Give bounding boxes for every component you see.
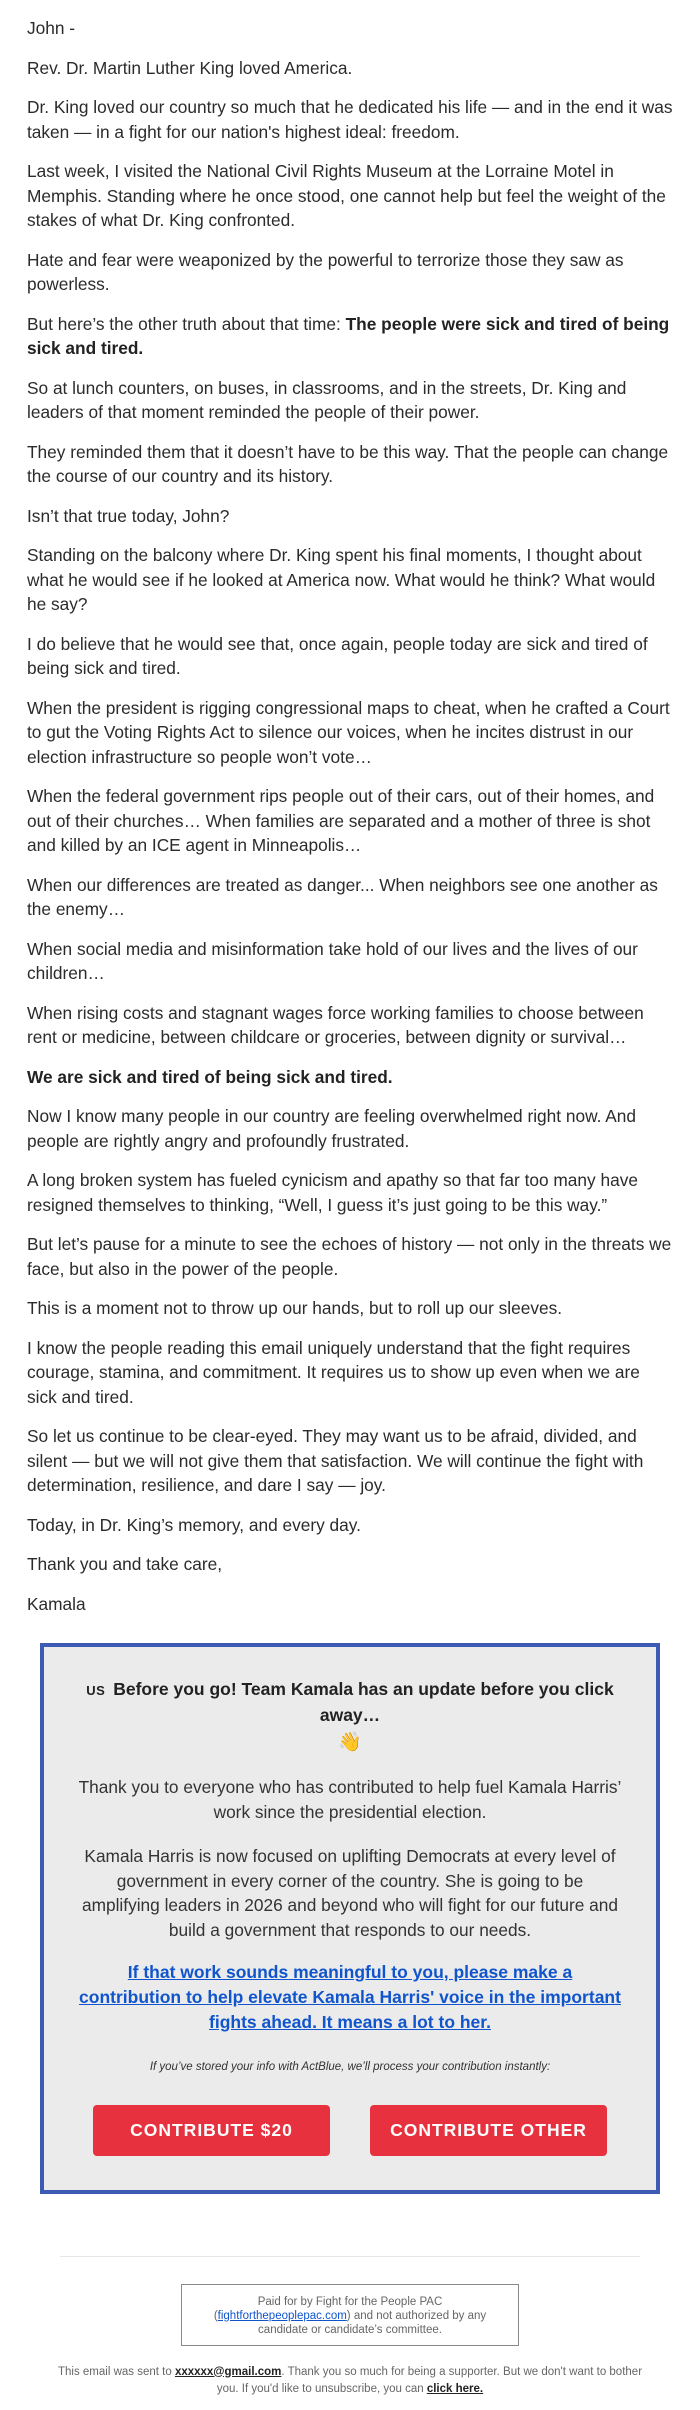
footer-note	[50, 2364, 650, 2410]
paid-for-by-disclaimer	[181, 2284, 519, 2346]
paragraph: Last week, I visited the National Civil Rights Museum at the Lorraine Motel in Memphis. Standing where he once stood, one cannot help but feel the weight of the stakes of what Dr. King confronted.	[27, 161, 666, 230]
bold-statement: We are sick and tired of being sick and tired.	[27, 1066, 393, 1087]
recipient-email[interactable]: xxxxxx@gmail.com	[174, 2365, 282, 2378]
paragraph: When the president is rigging congressional maps to cheat, when he crafted a Court to gut the Voting Rights Act to silence our voices, when he incites distrust in our election infrastructure so people won’t vote…	[27, 697, 670, 767]
paragraph-lead: But here’s the other truth about that time:	[27, 313, 346, 334]
paragraph: Standing on the balcony where Dr. King spent his final moments, I thought about what he would see if he looked at America now. What would he think? What would he say?	[27, 545, 656, 614]
signature: Kamala	[27, 1593, 86, 1614]
paragraph: Isn’t that true today, John?	[27, 505, 230, 526]
paragraph: I do believe that he would see that, once again, people today are sick and tired of being sick and tired.	[27, 633, 648, 678]
paragraph	[27, 1065, 673, 1090]
bold-statement: The people were sick and tired of being sick and tired.	[27, 313, 670, 358]
us-flag-icon: US	[86, 1683, 106, 1698]
paragraph: This is a moment not to throw up our hands, but to roll up our sleeves.	[27, 1298, 563, 1318]
contribute-20-button[interactable]: CONTRIBUTE $20	[93, 2105, 330, 2156]
paragraph: When rising costs and stagnant wages force working families to choose between rent or medicine, between childcare or groceries, between dignity or survival…	[27, 1002, 644, 1047]
actblue-note: If you’ve stored your info with ActBlue, we’ll process your contribution instantly:	[149, 2061, 551, 2073]
divider	[60, 2256, 640, 2257]
paragraph: Today, in Dr. King’s memory, and every day.	[27, 1514, 361, 1535]
paragraph: When the federal government rips people out of their cars, out of their homes, and out of their churches… When families are separated and a mother of three is shot and killed by an ICE agent in Minneapolis…	[27, 786, 655, 855]
cta-thanks: Thank you to everyone who has contributed to help fuel Kamala Harris’ work since the presidential election.	[78, 1777, 622, 1822]
sent-suffix: . Thank you so much for being a supporter. But we don't want to bother you. If you'd like to unsubscribe, you can	[216, 2365, 643, 2395]
paid-by-open: (	[213, 2309, 218, 2322]
sent-prefix: This email was sent to	[57, 2365, 175, 2378]
paragraph: Rev. Dr. Martin Luther King loved America.	[27, 57, 353, 78]
paragraph: So at lunch counters, on buses, in classrooms, and in the streets, Dr. King and leaders of that moment reminded the people of their power.	[27, 377, 627, 422]
cta-headline	[78, 1677, 622, 1755]
paragraph: Now I know many people in our country are feeling overwhelmed right now. And people are rightly angry and profoundly frustrated.	[27, 1106, 637, 1151]
cta-body: Kamala Harris is now focused on uplifting Democrats at every level of government in every corner of the country. She is going to be amplifying leaders in 2026 and beyond who will fight for our future and build a government that responds to our needs.	[81, 1846, 619, 1940]
paragraph: When our differences are treated as danger... When neighbors see one another as the enemy…	[27, 874, 658, 919]
contribution-buttons	[78, 2105, 622, 2156]
contribute-other-button[interactable]: CONTRIBUTE OTHER	[370, 2105, 607, 2156]
pac-website-link[interactable]: fightforthepeoplepac.com	[217, 2309, 347, 2322]
contribution-link[interactable]: If that work sounds meaningful to you, please make a contribution to help elevate Kamala Harris' voice in the important fights ahead. It means a lot to her.	[79, 1962, 621, 2032]
paragraph: Hate and fear were weaponized by the powerful to terrorize those they saw as powerless.	[27, 249, 624, 294]
paid-by-rest: ) and not authorized by any candidate or candidate’s committee.	[258, 2309, 487, 2336]
greeting: John -	[27, 18, 76, 38]
paragraph: A long broken system has fueled cynicism and apathy so that far too many have resigned themselves to thinking, “Well, I guess it’s just going to be this way.”	[27, 1170, 638, 1215]
paid-by-line: Paid for by Fight for the People PAC	[257, 2295, 443, 2308]
paragraph: But let’s pause for a minute to see the echoes of history — not only in the threats we face, but also in the power of the people.	[27, 1234, 672, 1279]
paragraph: Dr. King loved our country so much that he dedicated his life — and in the end it was taken — in a fight for our nation's highest ideal: freedom.	[27, 97, 673, 142]
cta-headline-text: Before you go! Team Kamala has an update before you click away…	[113, 1679, 614, 1725]
unsubscribe-link[interactable]: click here.	[426, 2382, 484, 2395]
paragraph: So let us continue to be clear-eyed. They may want us to be afraid, divided, and silent — but we will not give them that satisfaction. We will continue the fight with determination, resilience, and dare I say — joy.	[27, 1426, 644, 1495]
paragraph	[27, 312, 673, 361]
paragraph: They reminded them that it doesn’t have to be this way. That the people can change the course of our country and its history.	[27, 441, 669, 486]
paragraph: I know the people reading this email uniquely understand that the fight requires courage, stamina, and commitment. It requires us to show up even when we are sick and tired.	[27, 1337, 640, 1407]
contribution-box	[40, 1643, 660, 2194]
waving-hand-icon: 👋	[338, 1732, 362, 1753]
paragraph: When social media and misinformation take hold of our lives and the lives of our children…	[27, 938, 638, 983]
sign-off: Thank you and take care,	[27, 1554, 223, 1574]
